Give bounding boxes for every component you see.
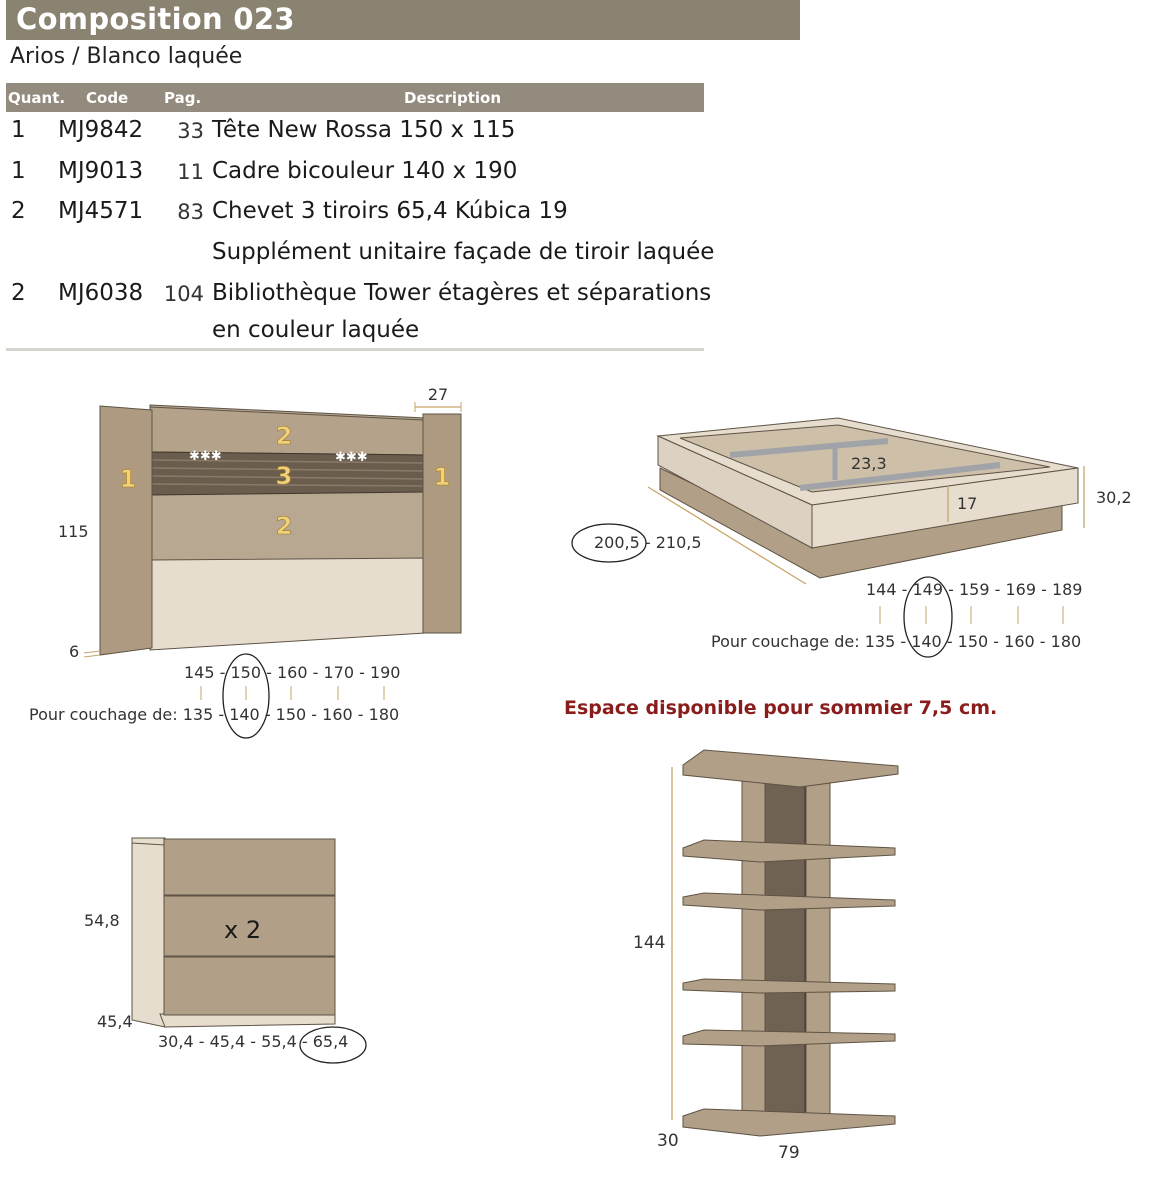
- row-description: Supplément unitaire façade de tiroir laquée: [212, 239, 715, 265]
- inner-height-dimension: 17: [957, 494, 978, 513]
- row-code: MJ6038: [58, 280, 144, 306]
- row-description: Cadre bicouleur 140 x 190: [212, 158, 518, 184]
- col-description: Description: [404, 89, 502, 107]
- frame-sleep-size-options: Pour couchage de: 135 - 140 - 150 - 160 - 180: [711, 632, 1082, 651]
- depth-dimension: 30: [657, 1131, 679, 1151]
- bed-frame-diagram: [560, 400, 1140, 660]
- col-pag: Pag.: [164, 89, 202, 107]
- table-row: [6, 317, 706, 357]
- table-row: [6, 117, 706, 157]
- row-page: 11: [177, 160, 204, 184]
- height-dimension: 115: [58, 522, 89, 541]
- panel-label: 3: [275, 462, 293, 490]
- panel-label: 2: [275, 422, 293, 450]
- light-stars: ✱✱✱: [335, 450, 368, 465]
- title-bar: [6, 0, 800, 40]
- depth-dimension: 45,4: [97, 1012, 133, 1031]
- light-stars: ✱✱✱: [189, 449, 222, 464]
- quantity-label: x 2: [224, 916, 262, 944]
- panel-label: 1: [119, 465, 137, 493]
- row-description: en couleur laquée: [212, 317, 420, 343]
- table-row: [6, 158, 706, 198]
- total-height-dimension: 30,2: [1096, 488, 1132, 507]
- mattress-space-note: Espace disponible pour sommier 7,5 cm.: [564, 697, 998, 719]
- col-quant: Quant.: [8, 89, 66, 107]
- table-row: [6, 198, 706, 238]
- row-description: Bibliothèque Tower étagères et séparations: [212, 280, 712, 306]
- rail-height-dimension: 23,3: [851, 454, 887, 473]
- width-options: 145 - 150 - 160 - 170 - 190: [184, 663, 401, 682]
- row-qty: 1: [11, 117, 26, 143]
- sleep-size-options: Pour couchage de: 135 - 140 - 150 - 160 - 180: [29, 705, 400, 724]
- width-dimension: 27: [427, 385, 449, 404]
- length-dimension: 200,5 - 210,5: [594, 533, 702, 552]
- row-page: 104: [163, 282, 204, 306]
- row-qty: 2: [11, 198, 26, 224]
- table-bottom-rule: [6, 348, 704, 351]
- row-description: Chevet 3 tiroirs 65,4 Kúbica 19: [212, 198, 568, 224]
- panel-label: 2: [275, 512, 293, 540]
- width-dimension: 79: [778, 1143, 800, 1163]
- row-qty: 2: [11, 280, 26, 306]
- row-qty: 1: [11, 158, 26, 184]
- table-row: [6, 280, 712, 320]
- headboard-diagram: [0, 380, 480, 740]
- width-options: 30,4 - 45,4 - 55,4 - 65,4: [158, 1032, 349, 1051]
- panel-label: 1: [433, 463, 451, 491]
- row-description: Tête New Rossa 150 x 115: [212, 117, 516, 143]
- col-code: Code: [86, 89, 129, 107]
- bookcase-diagram: [620, 740, 920, 1170]
- height-dimension: 54,8: [84, 911, 120, 930]
- base-dimension: 6: [69, 642, 80, 661]
- frame-width-options: 144 - 149 - 159 - 169 - 189: [866, 580, 1083, 599]
- row-code: MJ9013: [58, 158, 144, 184]
- collection-subtitle: Arios / Blanco laquée: [10, 44, 243, 69]
- table-header: [6, 83, 704, 112]
- nightstand-diagram: [80, 830, 380, 1070]
- row-page: 83: [177, 200, 204, 224]
- row-page: 33: [177, 119, 204, 143]
- table-row: [6, 239, 715, 279]
- row-code: MJ9842: [58, 117, 144, 143]
- height-dimension: 144: [633, 933, 666, 953]
- row-code: MJ4571: [58, 198, 144, 224]
- page-title: Composition 023: [16, 2, 295, 36]
